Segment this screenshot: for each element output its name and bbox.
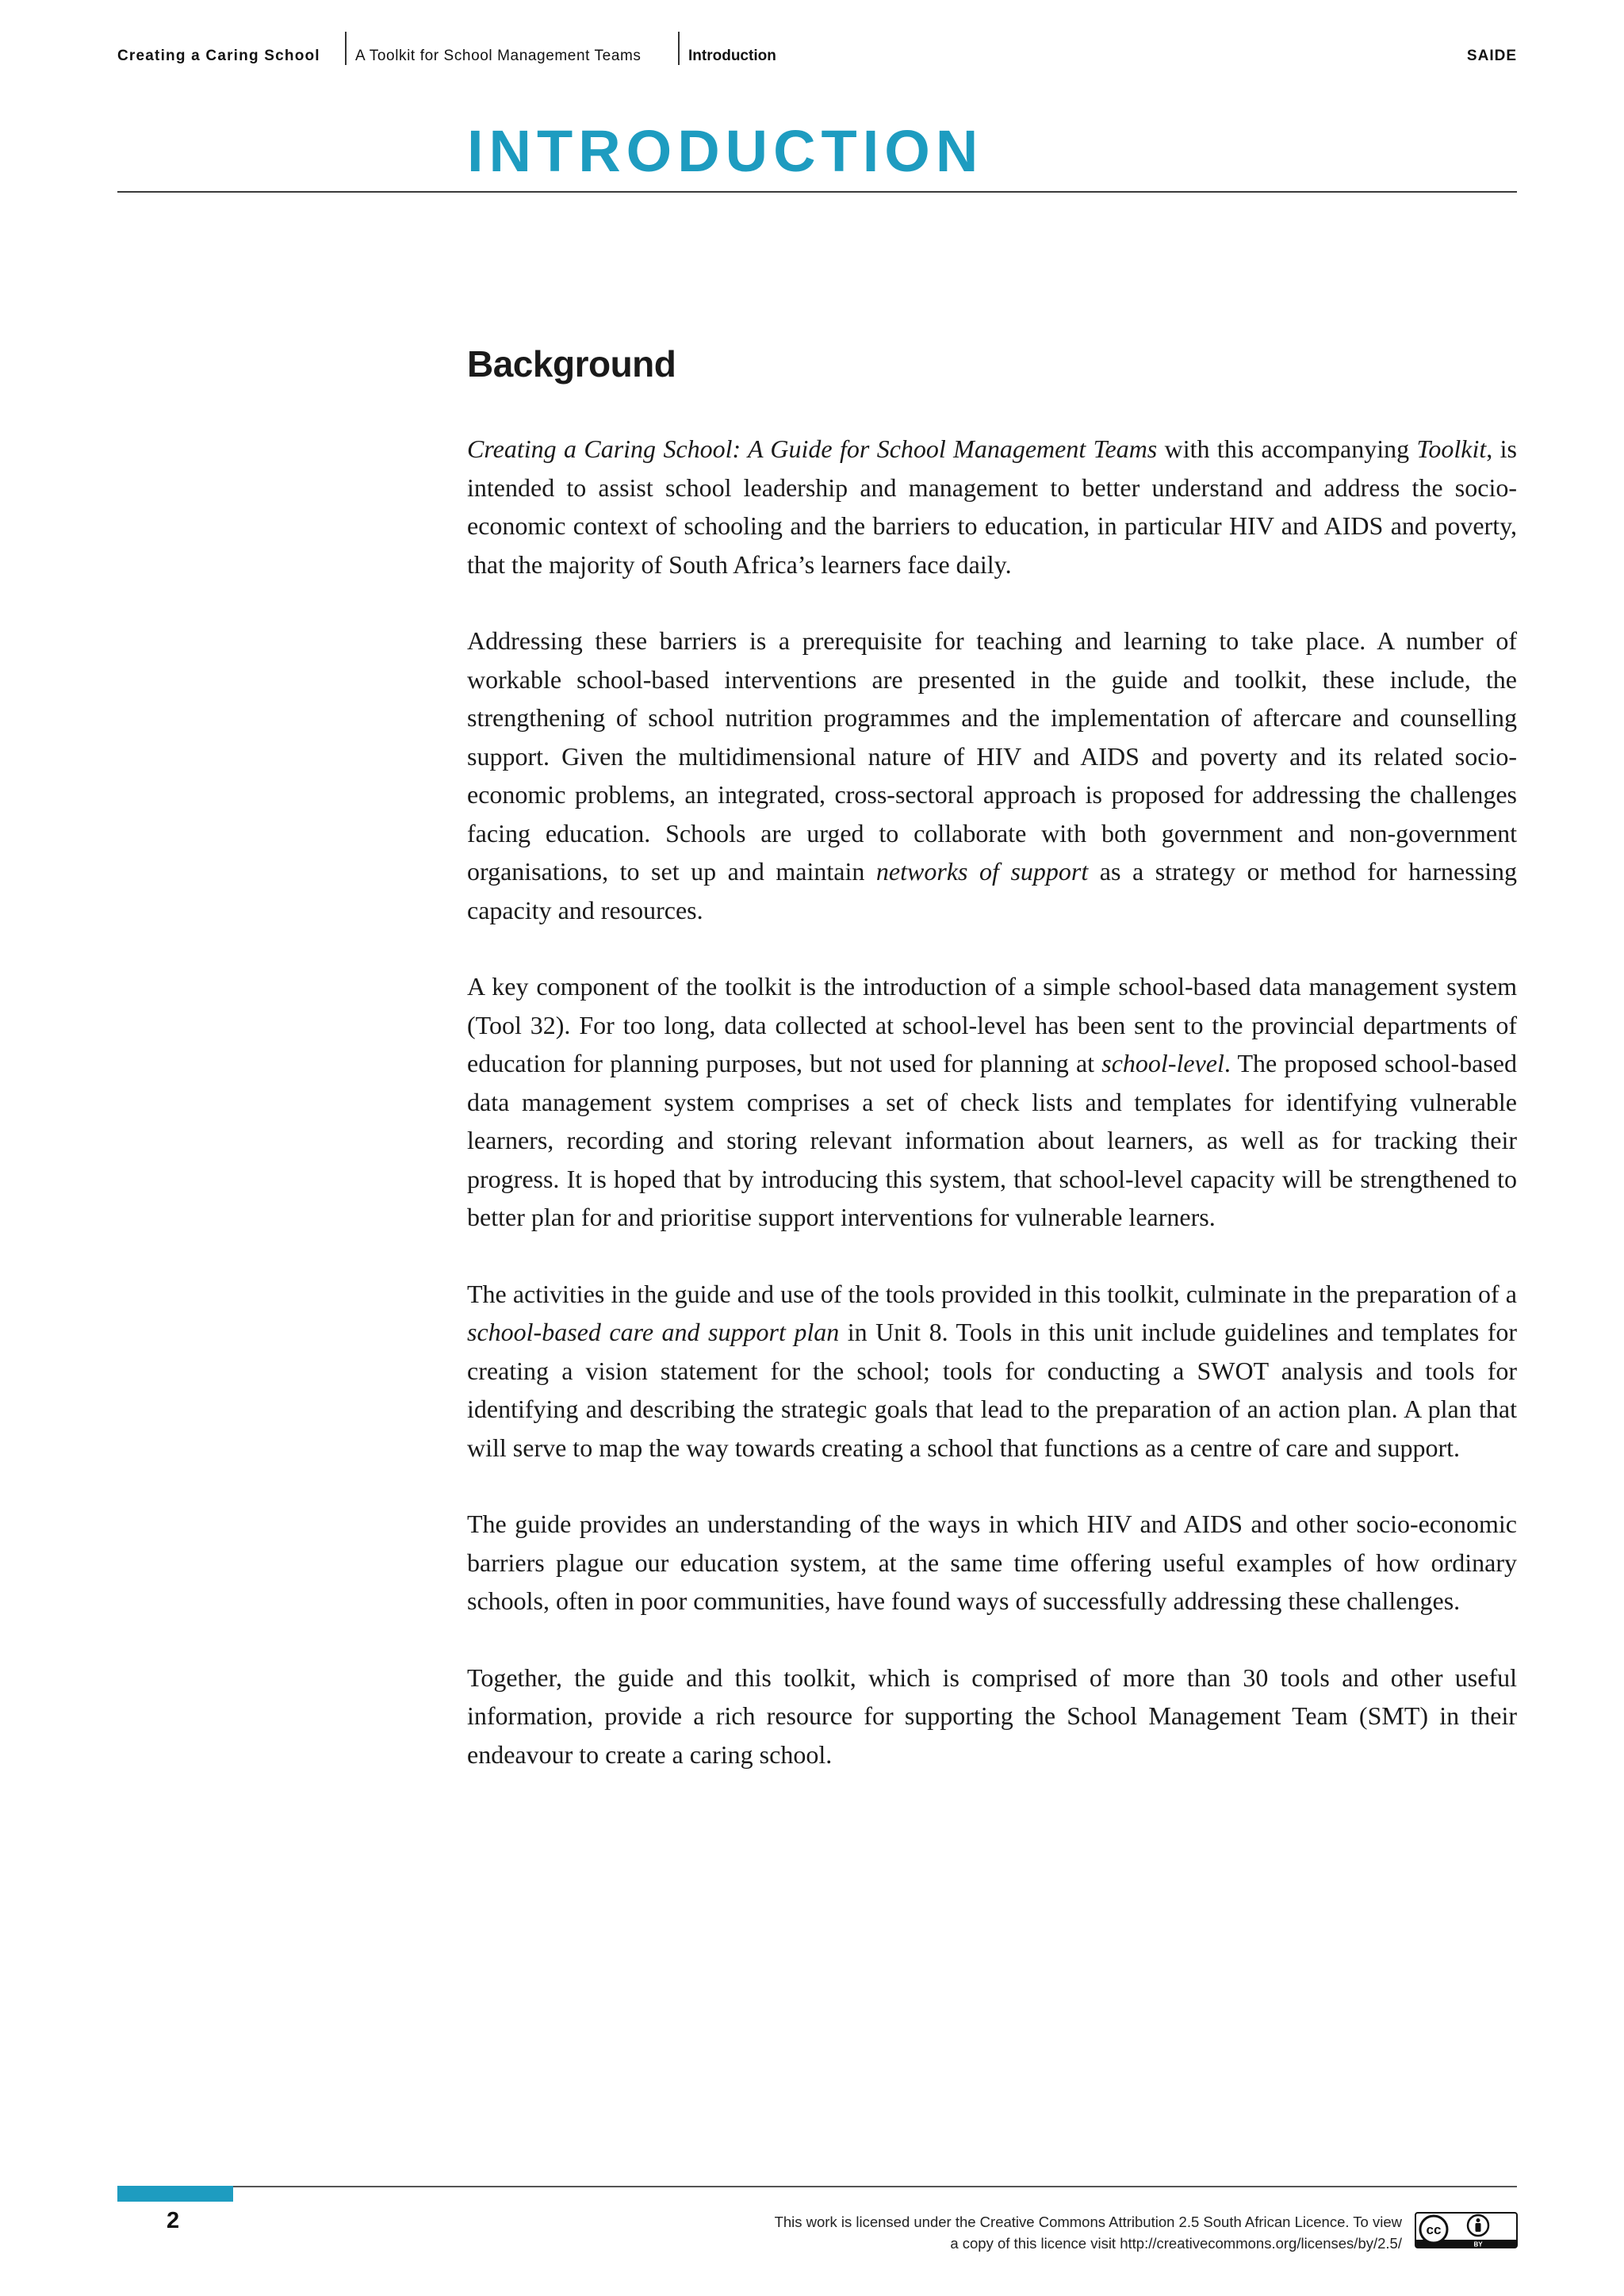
breadcrumb-section: Introduction (688, 48, 776, 64)
breadcrumb-separator (678, 32, 680, 65)
section-title: Background (467, 343, 676, 385)
paragraph-3 (467, 967, 1517, 1237)
footer-divider (117, 2186, 1517, 2187)
paragraph-4 (467, 1275, 1517, 1468)
breadcrumb-separator (345, 32, 347, 65)
paragraph-3-text-a: A key component of the toolkit is the introduction of a simple school-based data management system (Tool 32). For too long, data collected at school-level has been sent to the provincial departments of education for planning purposes, but not used for planning at (467, 972, 1517, 1077)
paragraph-6: Together, the guide and this toolkit, which is comprised of more than 30 tools and other useful information, provide a rich resource for supporting the School Management Team (SMT) in their endeavour to create a caring school. (467, 1663, 1517, 1769)
breadcrumb-guide-title: Creating a Caring School (117, 48, 320, 64)
page-title: INTRODUCTION (467, 118, 984, 184)
page-number: 2 (167, 2208, 180, 2233)
page-header (117, 44, 1517, 71)
paragraph-1 (467, 430, 1517, 584)
cc-badge-by-text: BY (1473, 2241, 1483, 2248)
organization-name: SAIDE (1466, 48, 1517, 64)
care-support-plan-italic: school-based care and support plan (467, 1318, 840, 1346)
paragraph-2-text-a: Addressing these barriers is a prerequisite for teaching and learning to take place. A number of workable school-based interventions are presented in the guide and toolkit, these include, the strengthening of school nutrition programmes and the implementation of aftercare and counselling support. Given the multidimensional nature of HIV and AIDS and poverty and its related socio-economic problems, an integrated, cross-sectoral approach is proposed for addressing the challenges facing education. Schools are urged to collaborate with both government and non-government organisations, to set up and maintain (467, 626, 1517, 886)
licence-notice (688, 2211, 1402, 2254)
school-level-italic: school-level (1101, 1049, 1224, 1077)
networks-of-support-italic: networks of support (875, 857, 1089, 886)
licence-line-2[interactable]: a copy of this licence visit http://creativecommons.org/licenses/by/2.5/ (950, 2235, 1402, 2252)
paragraph-4-text-a: The activities in the guide and use of the tools provided in this toolkit, culminate in the preparation of a (467, 1279, 1517, 1308)
paragraph-1-text-a: with this accompanying (1157, 434, 1417, 463)
licence-line-1: This work is licensed under the Creative Commons Attribution 2.5 South African Licence. To view (774, 2214, 1402, 2230)
toolkit-italic: Toolkit (1416, 434, 1487, 463)
heading-divider (117, 191, 1517, 193)
breadcrumb-toolkit-title: A Toolkit for School Management Teams (355, 48, 642, 64)
body-text (467, 430, 1517, 1812)
paragraph-2 (467, 622, 1517, 929)
cc-badge-cc-text: cc (1426, 2222, 1442, 2237)
paragraph-1-text-b: , is intended to assist school leadership and management to better understand and address the socio-economic context of schooling and the barriers to education, in particular HIV and AIDS and poverty, that the majority of South Africa’s learners face daily. (467, 434, 1518, 579)
cc-by-license-icon[interactable] (1415, 2212, 1518, 2248)
footer-accent-bar (117, 2186, 233, 2202)
guide-title-italic: Creating a Caring School: A Guide for School Management Teams (467, 434, 1158, 463)
paragraph-4-text-b: in Unit 8. Tools in this unit include guidelines and templates for creating a vision statement for the school; tools for conducting a SWOT analysis and tools for identifying and describing the strategic goals that lead to the preparation of an action plan. A plan that will serve to map the way towards creating a school that functions as a centre of care and support. (467, 1318, 1518, 1462)
paragraph-5: The guide provides an understanding of the ways in which HIV and AIDS and other socio-economic barriers plague our education system, at the same time offering useful examples of how ordinary schools, often in poor communities, have found ways of successfully addressing these challenges. (467, 1510, 1517, 1615)
paragraph-2-text-b: as a strategy or method for harnessing capacity and resources. (467, 857, 1518, 924)
paragraph-3-text-b: . The proposed school-based data management system comprises a set of check lists and templates for identifying vulnerable learners, recording and storing relevant information about learners, as well as for tracking their progress. It is hoped that by introducing this system, that school-level capacity will be strengthened to better plan for and prioritise support interventions for vulnerable learners. (467, 1049, 1518, 1231)
